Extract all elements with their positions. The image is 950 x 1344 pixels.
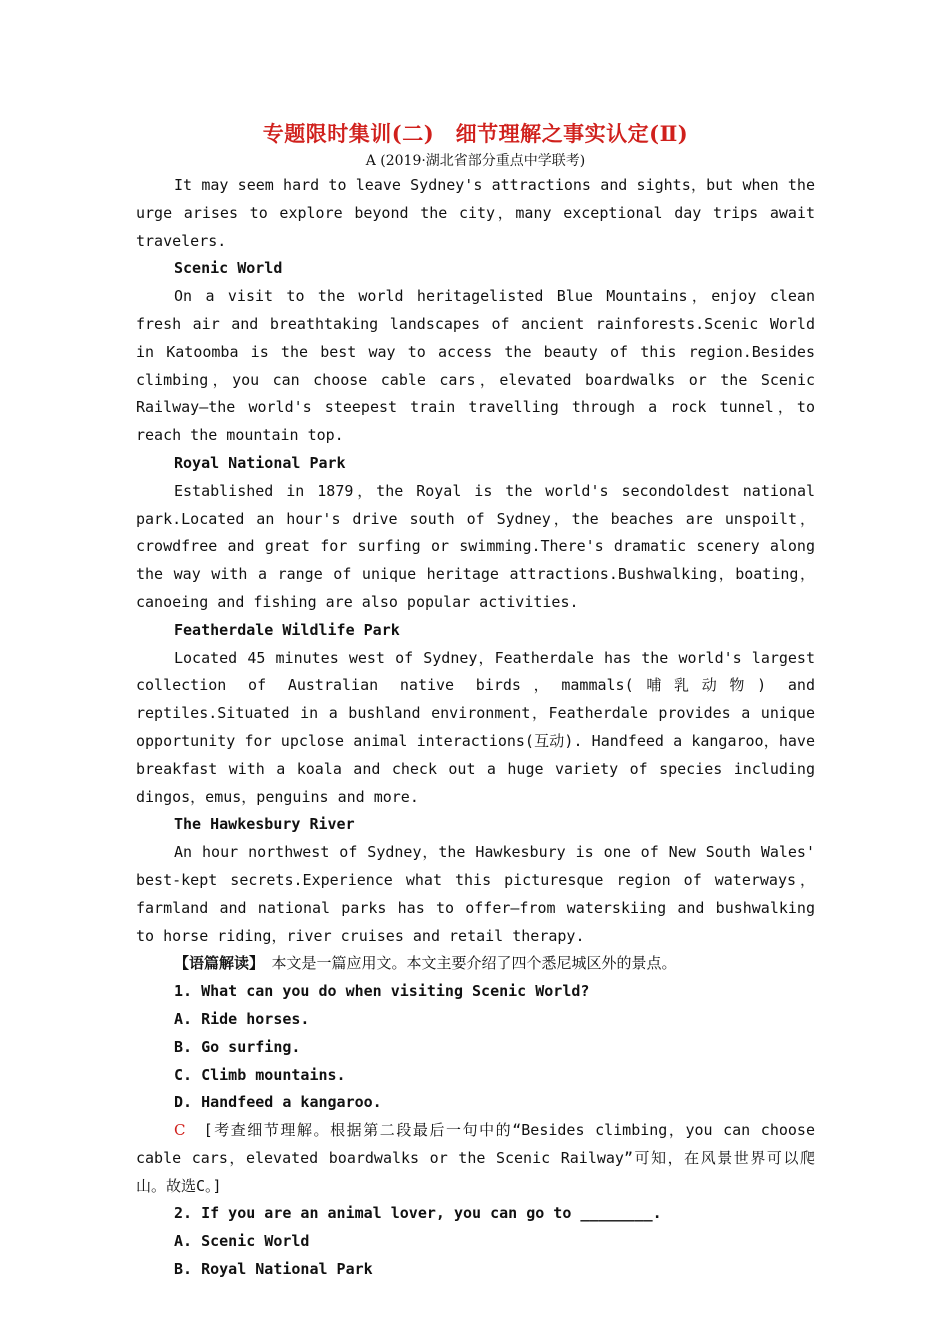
question-text: 2. If you are an animal lover, you can go to ________.	[174, 1204, 662, 1223]
section-heading: The Hawkesbury River	[174, 815, 355, 834]
section-heading: Scenic World	[174, 259, 283, 278]
note-label: 【语篇解读】	[174, 954, 257, 973]
section-featherdale	[136, 617, 815, 812]
section-hawkesbury	[136, 811, 815, 950]
option-b: B. Royal National Park	[174, 1260, 373, 1279]
option-b: B. Go surfing.	[174, 1037, 301, 1056]
option-a: A. Scenic World	[174, 1232, 310, 1251]
note-text: 本文是一篇应用文。本文主要介绍了四个悉尼城区外的景点。	[256, 954, 677, 973]
question-2	[136, 1200, 815, 1283]
option-c: C. Climb mountains.	[174, 1065, 346, 1084]
answer-explanation	[136, 1117, 815, 1200]
question-text: 1. What can you do when visiting Scenic World?	[174, 982, 590, 1001]
explanation-text: [考查细节理解。根据第二段最后一句中的“Besides climbing，you can choose cable cars，elevated boardwalks or the Scenic Railway”可知，在风景世界可以爬山。故选C。]	[136, 1121, 815, 1195]
document-page	[136, 118, 815, 1284]
answer-letter: C	[174, 1121, 186, 1140]
option-d: D. Handfeed a kangaroo.	[174, 1093, 382, 1112]
page-title: 专题限时集训(二) 细节理解之事实认定(Ⅱ)	[262, 121, 689, 146]
section-body: An hour northwest of Sydney，the Hawkesbury is one of New South Wales' best-kept secrets.Experience what this picturesque region of waterways，farmland and national parks has to offer—from waterskiing and bushwalking to horse riding，river cruises and retail therapy.	[136, 843, 815, 945]
section-royal-national-park	[136, 450, 815, 617]
section-body: On a visit to the world heritagelisted Blue Mountains，enjoy clean fresh air and breathtaking landscapes of ancient rainforests.Scenic World in Katoomba is the best way to access the beauty of this region.Besides climbing，you can choose cable cars，elevated boardwalks or the Scenic Railway—the world's steepest train travelling through a rock tunnel，to reach the mountain top.	[136, 287, 815, 445]
section-heading: Featherdale Wildlife Park	[174, 620, 400, 639]
section-scenic-world	[136, 255, 815, 450]
section-heading: Royal National Park	[174, 453, 346, 472]
discourse-note	[136, 950, 815, 978]
section-body: Established in 1879，the Royal is the world's secondoldest national park.Located an hour's drive south of Sydney，the beaches are unspoilt，crowdfree and great for surfing or swimming.There's dramatic scenery along the way with a range of unique heritage attractions.Bushwalking，boating，canoeing and fishing are also popular activities.	[136, 481, 815, 611]
intro-paragraph: It may seem hard to leave Sydney's attractions and sights，but when the urge arises to explore beyond the city，many exceptional day trips await travelers.	[136, 176, 815, 250]
page-subtitle: A (2019·湖北省部分重点中学联考)	[365, 153, 586, 169]
section-body: Located 45 minutes west of Sydney，Featherdale has the world's largest collection of Australian native birds，mammals(哺乳动物) and reptiles.Situated in a bushland environment，Featherdale provides a unique opportunity for upclose animal interactions(互动). Handfeed a kangaroo，have breakfast with a koala and check out a huge variety of species including dingos，emus，penguins and more.	[136, 648, 815, 806]
question-1	[136, 978, 815, 1200]
option-a: A. Ride horses.	[174, 1009, 310, 1028]
